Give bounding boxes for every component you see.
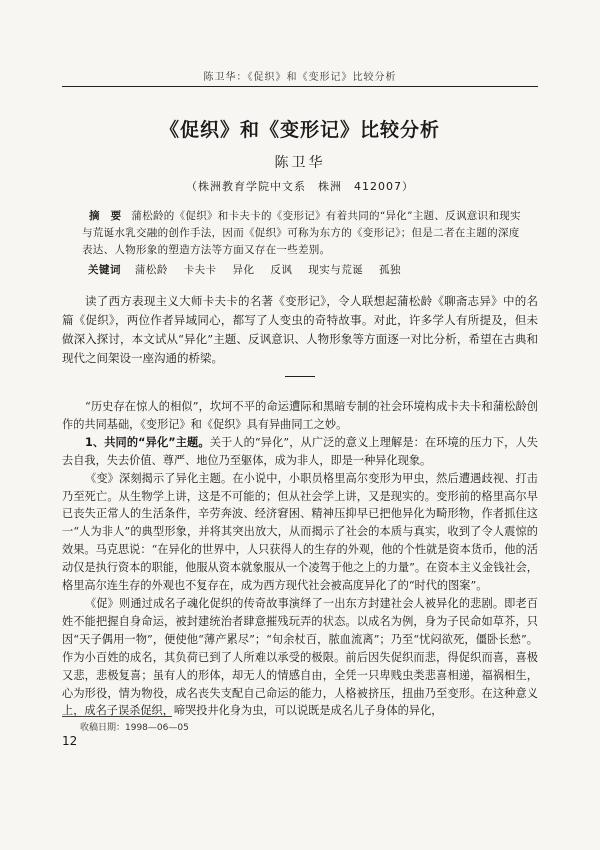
running-head: 陈卫华：《促织》和《变形记》比较分析 [203,72,397,83]
author-name: 陈卫华 [274,155,326,171]
footnote-rule [62,716,172,717]
keyword: 卡夫卡 [183,264,217,276]
keyword: 现实与荒诞 [308,264,364,276]
body-paragraph: 《变》深刻揭示了异化主题。在小说中，小职员格里高尔变形为甲虫，然后遭遇歧视、打击乃至死亡。从生物学上讲，这是不可能的；但从社会学上讲，又是现实的。变形前的格里高尔早已丧失正常人的生活条件，辛劳奔波、经济窘困、精神压抑早已把他异化为畸形物，作者抓住这一“人为非人”的典型形象，并将其突出放大，从而揭示了社会的本质与真实，收到了令人震惊的效果。马克思说：“在异化的世界中，人只获得人的生存的外观，他的个性就是资本货币，他的活动仅是执行资本的职能，他服从资本就象服从一个凌驾于他之上的力量”。在资本主义金钱社会，格里高尔连生存的外观也不复存在，成为西方现代社会被高度异化了的“时代的图案”。 [62,471,538,593]
keyword: 蒲松龄 [134,264,168,276]
section-divider [285,376,315,377]
body-paragraph [62,434,538,470]
abstract-label: 摘 要 [89,210,122,222]
body-paragraph: “历史存在惊人的相似”，坎坷不平的命运遭际和黑暗专制的社会环境构成卡夫卡和蒲松龄创作的共同基础，《变形记》和《促织》具有异曲同工之妙。 [62,400,538,431]
keyword: 反讽 [270,264,293,276]
header-rule [62,86,538,87]
abstract [82,208,522,259]
keyword: 孤独 [379,264,402,276]
body-text: 关于人的“异化”，从广泛的意义上理解是：在环境的压力下，人失去自我，失去价值、尊严、地位乃至躯体，成为非人，即是一种异化现象。 [62,435,538,467]
keywords [88,262,528,277]
page-number: 12 [62,734,78,748]
keywords-label: 关键词 [88,264,121,276]
section-heading: 1、共同的“异化”主题。 [85,435,210,449]
received-date: 收稿日期：1998—06—05 [80,723,189,733]
introduction-paragraph: 读了西方表现主义大师卡夫卡的名著《变形记》，令人联想起蒲松龄《聊斋志异》中的名篇《促织》，两位作者异域同心，都写了人变虫的奇特故事。对此，许多学人有所提及，但未做深入探讨，本文试从“异化”主题、反讽意识、人物形象等方面逐一对比分析，希望在古典和现代之间架设一座沟通的桥梁。 [62,294,538,365]
author-affiliation: （株洲教育学院中文系 株洲 412007） [186,180,414,193]
keyword: 异化 [232,264,255,276]
body-paragraph: 《促》则通过成名子魂化促织的传奇故事演绎了一出东方封建社会人被异化的悲剧。即老百姓不能把握自身命运，被封建统治者肆意摧残玩弄的状态。以成名为例，身为子民命如草芥，只因“天子偶用一物”，便使他“薄产累尽”；“旬余杖百，脓血流离”；乃至“忧闷欲死，僵卧长愁”。作为小百姓的成名，其负荷已到了人所难以承受的极限。前后因失促织而悲，得促织而喜，喜极又悲，悲极复喜；虽有人的形体，却无人的情感自由，全凭一只卑贱虫类悲喜相递，福祸相生，心为形役，情为物役，成名丧失支配自己命运的能力，人格被挤压，扭曲乃至变形。在这种意义上，成名子误杀促织，啼哭投井化身为虫，可以说既是成名儿子身体的异化， [62,596,538,718]
article-body [62,398,538,720]
abstract-text: 蒲松龄的《促织》和卡夫卡的《变形记》有着共同的“异化”主题、反讽意识和现实与荒诞水乳交融的创作手法，因而《促织》可称为东方的《变形记》；但是二者在主题的深度表达、人物形象的塑造方法等方面又存在一些差别。 [82,210,521,256]
article-title: 《促织》和《变形记》比较分析 [159,119,440,141]
